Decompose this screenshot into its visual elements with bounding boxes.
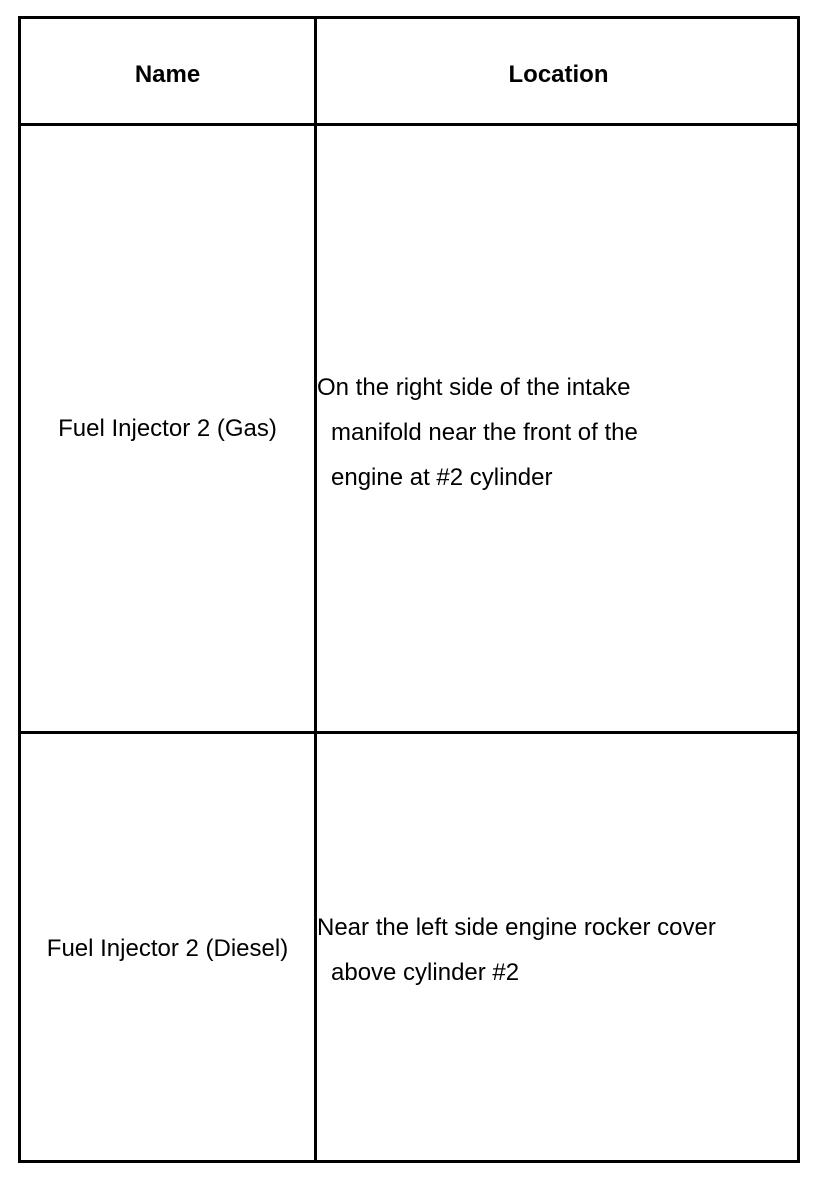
row-1-location-line: On the right side of the intake <box>317 374 631 401</box>
row-2-location-line: Near the left side engine rocker cover <box>317 914 716 941</box>
header-location: Location <box>508 61 609 88</box>
row-divider <box>21 731 797 734</box>
header-row-divider <box>21 123 797 126</box>
header-name: Name <box>134 61 201 88</box>
row-2-location-line: above cylinder #2 <box>331 959 520 986</box>
row-1-location <box>317 365 800 500</box>
row-1-location-line: manifold near the front of the <box>331 419 638 446</box>
row-2-name: Fuel Injector 2 (Diesel) <box>46 935 289 962</box>
component-location-table <box>18 16 800 1163</box>
row-1-name: Fuel Injector 2 (Gas) <box>58 415 277 442</box>
row-2-location <box>317 905 800 995</box>
row-1-location-line: engine at #2 cylinder <box>331 464 553 491</box>
